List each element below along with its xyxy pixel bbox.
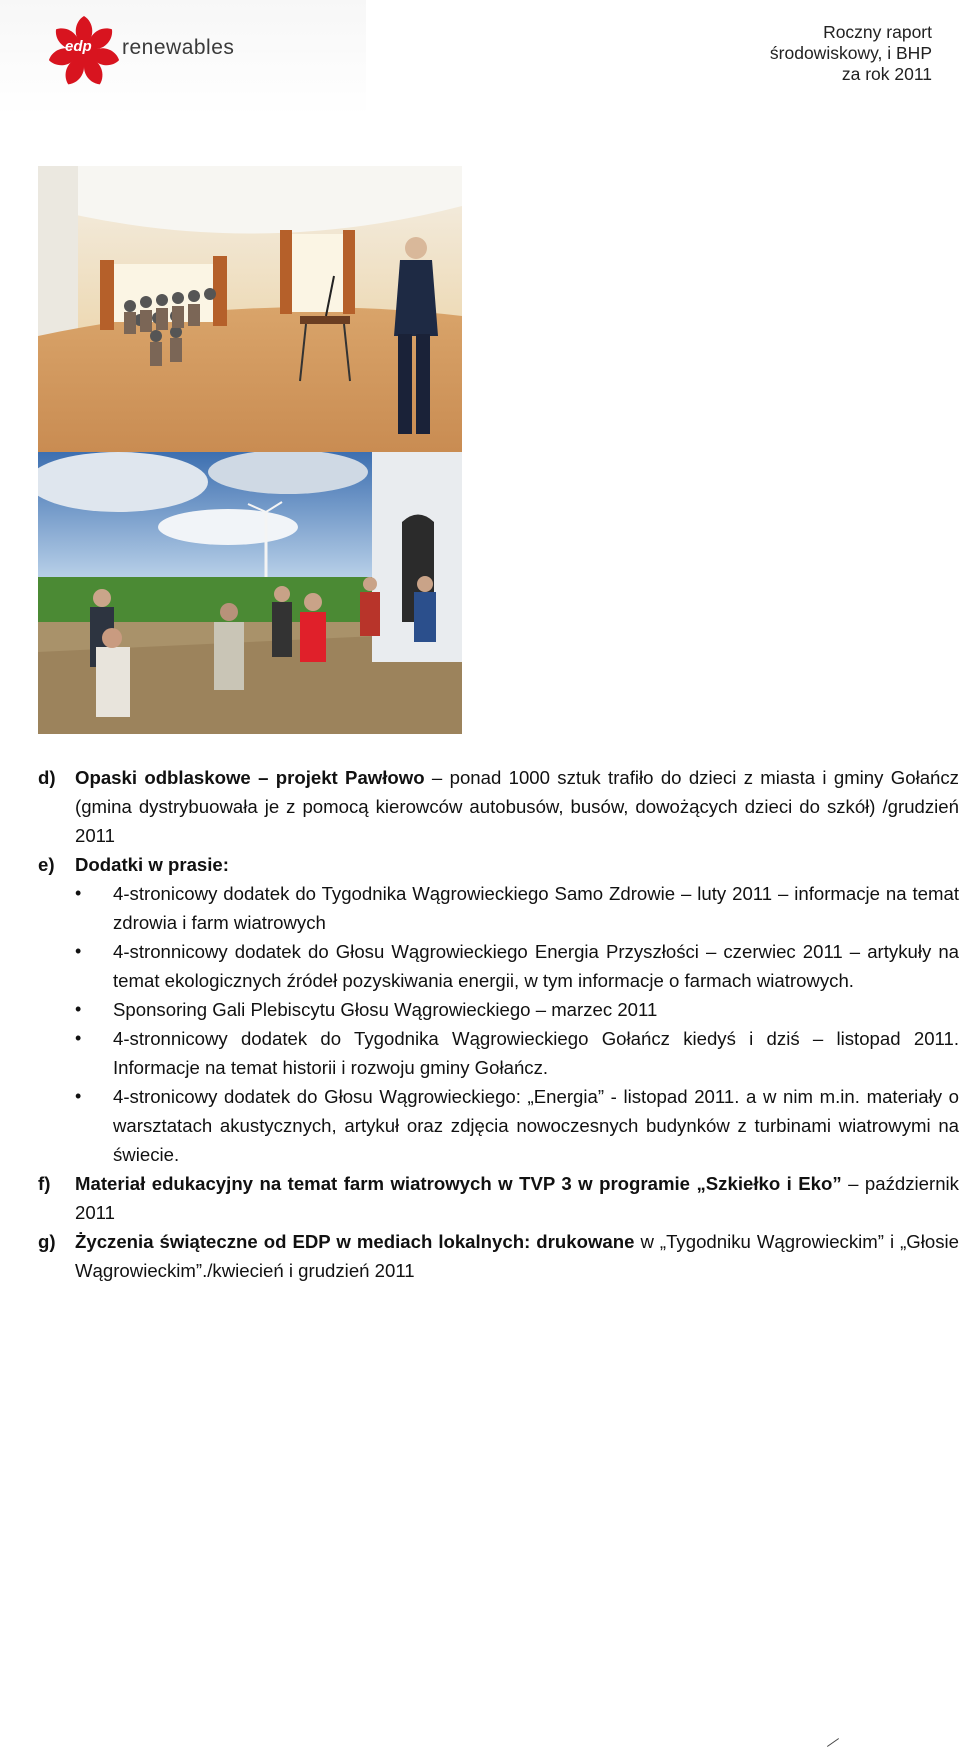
item-label: d) (38, 767, 56, 788)
list-item-d (38, 763, 959, 850)
item-heading: Opaski odblaskowe – projekt Pawłowo (75, 767, 425, 788)
page-corner-mark (827, 1738, 839, 1747)
photo-wind-turbine-visit (38, 452, 462, 734)
item-label: f) (38, 1173, 51, 1194)
item-label: g) (38, 1231, 56, 1252)
header-line-1: Roczny raport (823, 22, 932, 42)
bullet-item: • 4-stronicowy dodatek do Tygodnika Wągrowieckiego Samo Zdrowie – luty 2011 – informacje na temat zdrowia i farm wiatrowych (38, 879, 959, 937)
item-heading: Dodatki w prasie: (75, 854, 229, 875)
report-content (38, 763, 959, 1285)
item-text: – ponad 1000 sztuk trafiło do dzieci z miasta i gminy Gołańcz (gmina dystrybuowała je z pomocą kierowców autobusów, busów, dowożących dzieci do szkół) /grudzień 2011 (75, 767, 959, 846)
bullet-item: • Sponsoring Gali Plebiscytu Głosu Wągrowieckiego – marzec 2011 (38, 995, 959, 1024)
header-line-2: środowiskowy, i BHP (769, 43, 932, 63)
report-header (770, 22, 932, 85)
company-logo (0, 0, 366, 116)
bullet-item: • 4-stronicowy dodatek do Głosu Wągrowieckiego: „Energia” - listopad 2011. a w nim m.in. materiały o warsztatach akustycznych, artykuł oraz zdjęcia nowoczesnych budynków z turbinami wiatrowymi na świecie. (38, 1082, 959, 1169)
logo-mark-text: edp (65, 38, 92, 55)
list-item-e (38, 850, 959, 879)
photo-conference-room (38, 166, 462, 452)
header-line-3: za rok 2011 (841, 64, 932, 84)
bullet-item: • 4-stronnicowy dodatek do Głosu Wągrowieckiego Energia Przyszłości – czerwiec 2011 – artykuły na temat ekologicznych źródeł pozyskiwania energii, w tym informacje o farmach wiatrowych. (38, 937, 959, 995)
list-item-g (38, 1227, 959, 1285)
item-heading: Życzenia świąteczne od EDP w mediach lokalnych: drukowane (75, 1231, 635, 1252)
logo-wordmark: renewables (122, 36, 235, 59)
bullet-item: • 4-stronnicowy dodatek do Tygodnika Wągrowieckiego Gołańcz kiedyś i dziś – listopad 2011. Informacje na temat historii i rozwoju gminy Gołańcz. (38, 1024, 959, 1082)
press-supplements-list (38, 879, 959, 1169)
item-label: e) (38, 854, 55, 875)
item-heading: Materiał edukacyjny na temat farm wiatrowych w TVP 3 w programie „Szkiełko i Eko” (75, 1173, 842, 1194)
item-text: – październik 2011 (75, 1173, 959, 1223)
list-item-f (38, 1169, 959, 1227)
item-text: w „Tygodniku Wągrowieckim” i „Głosie Wągrowieckim”./kwiecień i grudzień 2011 (75, 1231, 959, 1281)
